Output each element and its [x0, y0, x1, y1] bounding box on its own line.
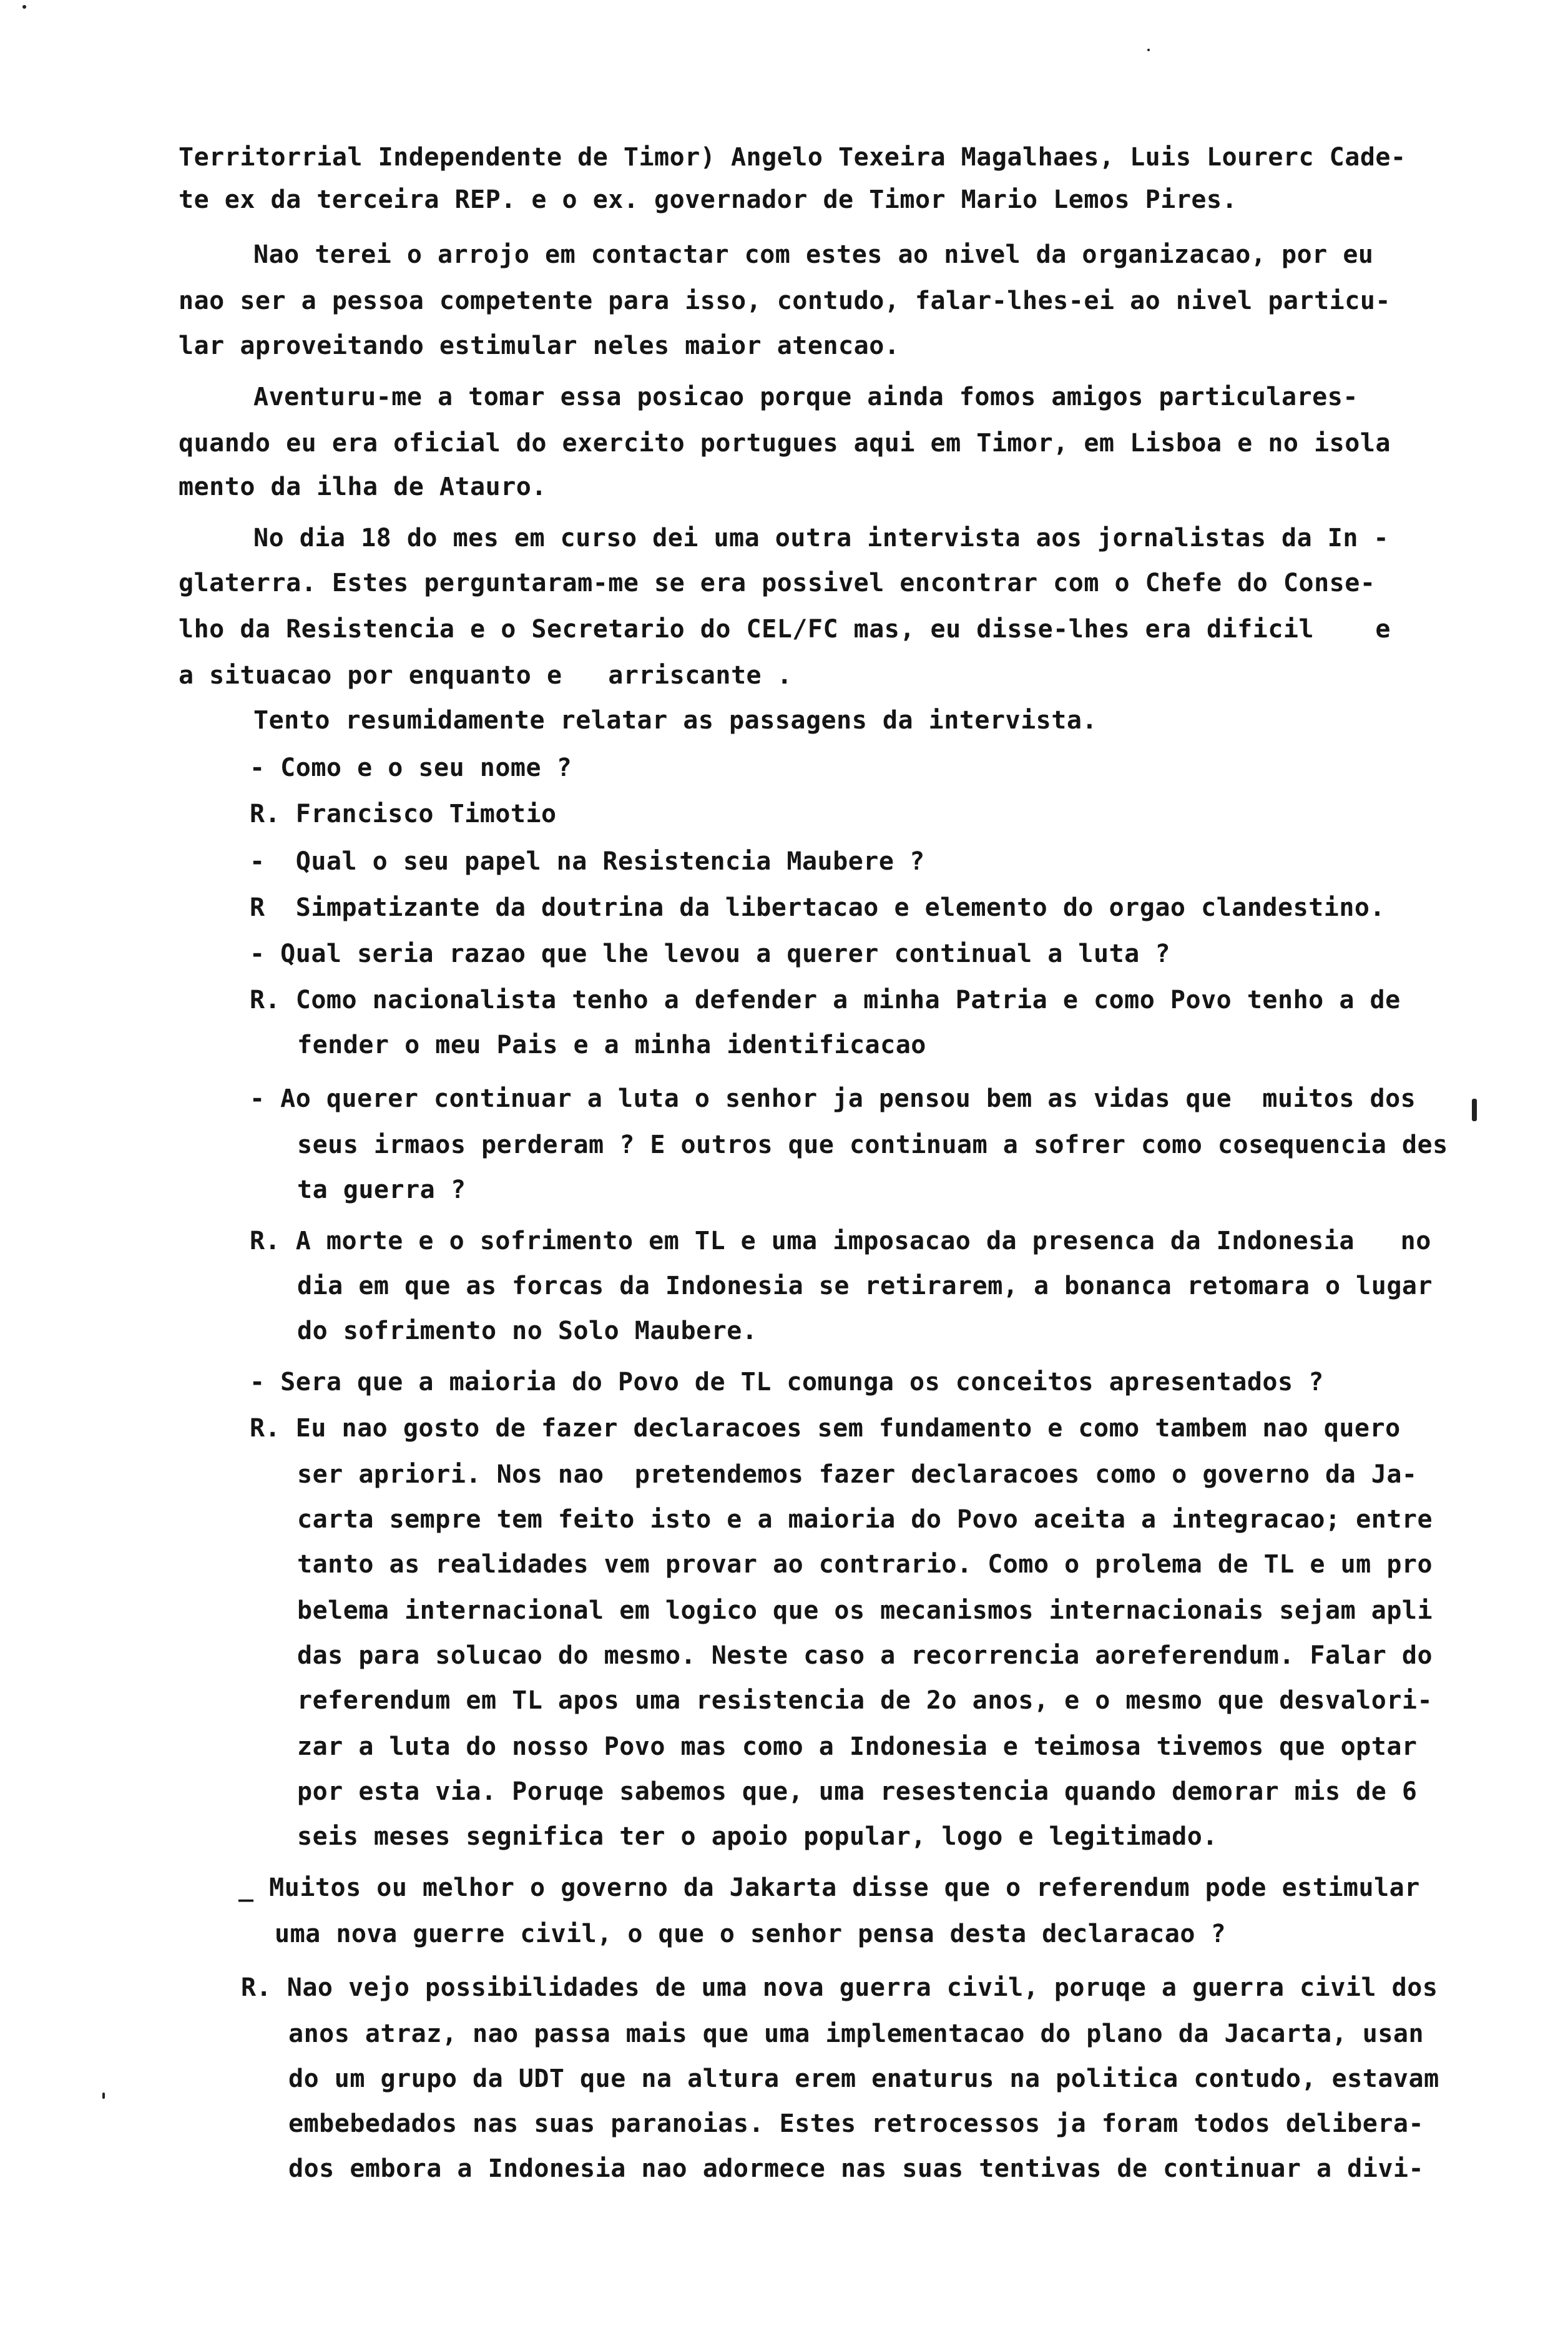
answer-line: anos atraz, nao passa mais que uma implementacao do plano da Jacarta, usan — [288, 2020, 1424, 2048]
answer-line: R. Francisco Timotio — [250, 800, 557, 828]
answer-line: R. A morte e o sofrimento em TL e uma imposacao da presenca da Indonesia no — [250, 1227, 1431, 1255]
answer-line: carta sempre tem feito isto e a maioria do Povo aceita a integracao; entre — [297, 1505, 1433, 1534]
answer-line: do um grupo da UDT que na altura erem enaturus na politica contudo, estavam — [288, 2064, 1439, 2093]
answer-line: seis meses segnifica ter o apoio popular, logo e legitimado. — [297, 1822, 1218, 1851]
scan-speck — [22, 5, 26, 9]
answer-line: zar a luta do nosso Povo mas como a Indonesia e teimosa tivemos que optar — [297, 1732, 1418, 1761]
text-line: Nao terei o arrojo em contactar com estes ao nivel da organizacao, por eu — [253, 240, 1374, 269]
answer-line: das para solucao do mesmo. Neste caso a recorrencia aoreferendum. Falar do — [297, 1641, 1433, 1670]
text-line: te ex da terceira REP. e o ex. governador de Timor Mario Lemos Pires. — [179, 185, 1238, 214]
question-line: - Qual seria razao que lhe levou a querer continual a luta ? — [250, 940, 1170, 968]
question-line: - Sera que a maioria do Povo de TL comunga os conceitos apresentados ? — [250, 1368, 1324, 1396]
text-line: lar aproveitando estimular neles maior atencao. — [179, 331, 900, 360]
answer-line: por esta via. Poruqe sabemos que, uma resestencia quando demorar mis de 6 — [297, 1777, 1418, 1806]
answer-line: ser apriori. Nos nao pretendemos fazer declaracoes como o governo da Ja- — [297, 1460, 1418, 1489]
text-line: Territorrial Independente de Timor) Angelo Texeira Magalhaes, Luis Lourerc Cade- — [179, 143, 1406, 172]
answer-line: fender o meu Pais e a minha identificacao — [297, 1031, 926, 1059]
question-line: uma nova guerre civil, o que o senhor pensa desta declaracao ? — [275, 1920, 1227, 1948]
answer-line: R Simpatizante da doutrina da libertacao e elemento do orgao clandestino. — [250, 893, 1386, 922]
answer-line: embebedados nas suas paranoias. Estes retrocessos ja foram todos delibera- — [288, 2109, 1424, 2138]
answer-line: dia em que as forcas da Indonesia se retirarem, a bonanca retomara o lugar — [297, 1272, 1433, 1300]
answer-line: tanto as realidades vem provar ao contrario. Como o prolema de TL e um pro — [297, 1550, 1433, 1579]
answer-line: R. Nao vejo possibilidades de uma nova guerra civil, poruqe a guerra civil dos — [241, 1973, 1438, 2002]
answer-line: referendum em TL apos uma resistencia de 2o anos, e o mesmo que desvalori- — [297, 1686, 1433, 1715]
answer-line: do sofrimento no Solo Maubere. — [297, 1317, 758, 1345]
answer-line: R. Como nacionalista tenho a defender a minha Patria e como Povo tenho a de — [250, 986, 1401, 1014]
margin-mark — [1472, 1099, 1477, 1121]
answer-line: R. Eu nao gosto de fazer declaracoes sem fundamento e como tambem nao quero — [250, 1414, 1401, 1443]
text-line: quando eu era oficial do exercito portugues aqui em Timor, em Lisboa e no isola — [179, 429, 1391, 458]
answer-line: belema internacional em logico que os mecanismos internacionais sejam apli — [297, 1596, 1433, 1625]
text-line: lho da Resistencia e o Secretario do CEL/FC mas, eu disse-lhes era dificil e — [179, 615, 1391, 644]
text-line: mento da ilha de Atauro. — [179, 473, 547, 501]
question-line: seus irmaos perderam ? E outros que continuam a sofrer como cosequencia des — [297, 1131, 1448, 1159]
question-line: - Ao querer continuar a luta o senhor ja pensou bem as vidas que muitos dos — [250, 1084, 1416, 1113]
scan-speck — [102, 2093, 105, 2099]
text-line: nao ser a pessoa competente para isso, contudo, falar-lhes-ei ao nivel particu- — [179, 287, 1391, 315]
answer-line: dos embora a Indonesia nao adormece nas suas tentivas de continuar a divi- — [288, 2154, 1424, 2183]
question-line: ta guerra ? — [297, 1175, 466, 1204]
text-line: No dia 18 do mes em curso dei uma outra intervista aos jornalistas da In - — [253, 524, 1389, 552]
question-line: - Qual o seu papel na Resistencia Maubere ? — [250, 847, 925, 876]
scan-speck — [1147, 49, 1150, 51]
text-line: glaterra. Estes perguntaram-me se era possivel encontrar com o Chefe do Conse- — [179, 569, 1376, 597]
text-line: Aventuru-me a tomar essa posicao porque ainda fomos amigos particulares- — [253, 383, 1358, 411]
text-line: Tento resumidamente relatar as passagens da intervista. — [253, 706, 1098, 735]
question-line: _ Muitos ou melhor o governo da Jakarta disse que o referendum pode estimular — [238, 1873, 1420, 1902]
text-line: a situacao por enquanto e arriscante . — [179, 661, 793, 690]
question-line: - Como e o seu nome ? — [250, 753, 572, 782]
